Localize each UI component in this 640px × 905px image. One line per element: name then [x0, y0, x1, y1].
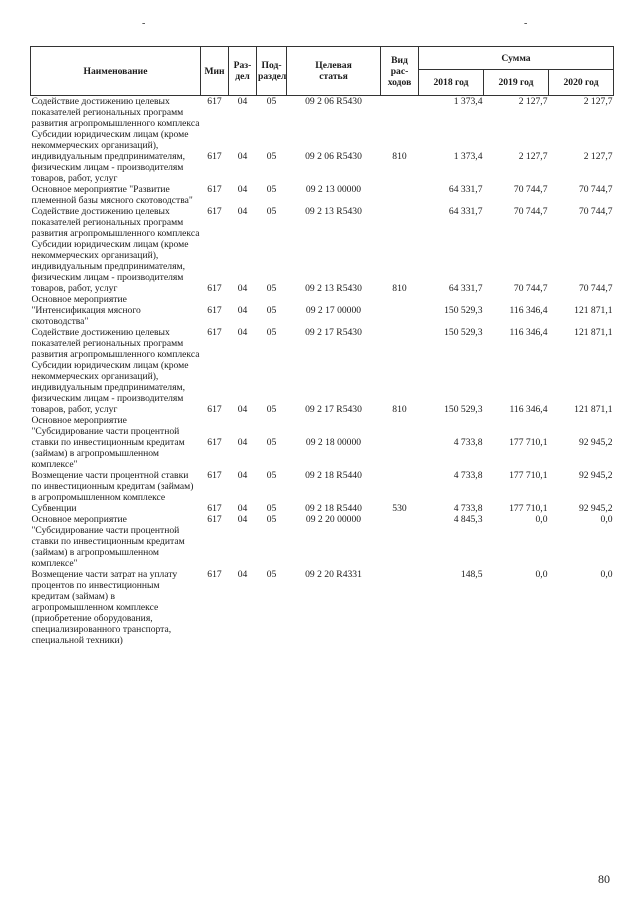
header-summa: Сумма — [419, 47, 614, 70]
row-razdel: 04 — [237, 206, 248, 217]
row-name: Возмещение части затрат на уплату процентов по инвестиционным кредитам (займам) в агропромышленном комплексе (приобретение оборудования, специализированного транспорта, специальной техники) — [31, 569, 178, 646]
row-name: Субсидии юридическим лицам (кроме некоммерческих организаций), индивидуальным предпринимателям, физическим лицам - производителям товаров, работ, услуг — [31, 239, 189, 294]
row-min: 617 — [207, 404, 222, 415]
row-sum-2020: 70 744,7 — [578, 206, 613, 217]
header-vid: Вид рас- ходов — [381, 47, 419, 96]
row-razdel: 04 — [237, 503, 248, 514]
row-razdel: 04 — [237, 305, 248, 316]
row-sum-2020: 70 744,7 — [578, 184, 613, 195]
row-sum-2019: 116 346,4 — [509, 305, 548, 316]
row-sum-2020: 121 871,1 — [574, 327, 613, 338]
row-vid: 810 — [392, 151, 407, 162]
row-name: Основное мероприятие "Субсидирование части процентной ставки по инвестиционным кредитам (займам) в агропромышленном комплексе" — [31, 415, 185, 470]
row-cel: 09 2 20 00000 — [305, 514, 362, 525]
table-body — [31, 96, 614, 647]
row-name: Содействие достижению целевых показателей региональных программ развития агропромышленного комплекса — [31, 206, 200, 239]
row-razdel: 04 — [237, 470, 248, 481]
row-sum-2019: 0,0 — [535, 569, 548, 580]
table-row — [31, 184, 614, 206]
row-vid: 530 — [392, 503, 407, 514]
row-sum-2019: 177 710,1 — [509, 470, 548, 481]
row-cel: 09 2 13 R5430 — [305, 206, 362, 217]
row-podrazdel: 05 — [266, 514, 277, 525]
row-cel: 09 2 17 00000 — [305, 305, 362, 316]
row-cel: 09 2 13 R5430 — [305, 283, 362, 294]
row-sum-2020: 121 871,1 — [574, 404, 613, 415]
header-min: Мин — [201, 47, 229, 96]
row-podrazdel: 05 — [266, 569, 277, 580]
row-sum-2020: 2 127,7 — [583, 96, 613, 107]
row-podrazdel: 05 — [266, 327, 277, 338]
header-2019: 2019 год — [484, 70, 549, 96]
budget-table — [30, 46, 614, 646]
row-podrazdel: 05 — [266, 503, 277, 514]
row-sum-2019: 2 127,7 — [518, 151, 548, 162]
row-sum-2020: 70 744,7 — [578, 283, 613, 294]
header-cel: Целевая статья — [287, 47, 381, 96]
row-sum-2020: 0,0 — [600, 569, 613, 580]
header-2020: 2020 год — [549, 70, 614, 96]
row-podrazdel: 05 — [266, 206, 277, 217]
table-row — [31, 129, 614, 184]
row-cel: 09 2 17 R5430 — [305, 327, 362, 338]
row-podrazdel: 05 — [266, 470, 277, 481]
row-vid — [381, 514, 419, 569]
row-sum-2018: 64 331,7 — [448, 283, 483, 294]
row-name: Основное мероприятие "Интенсификация мясного скотоводства" — [31, 294, 141, 327]
row-min: 617 — [207, 437, 222, 448]
row-vid — [381, 470, 419, 503]
row-name: Основное мероприятие "Субсидирование части процентной ставки по инвестиционным кредитам (займам) в агропромышленном комплексе" — [31, 514, 185, 569]
table-row — [31, 294, 614, 327]
row-cel: 09 2 13 00000 — [305, 184, 362, 195]
row-sum-2020: 92 945,2 — [578, 437, 613, 448]
row-vid — [381, 569, 419, 646]
row-razdel: 04 — [237, 151, 248, 162]
row-min: 617 — [207, 503, 222, 514]
row-podrazdel: 05 — [266, 96, 277, 107]
row-sum-2019: 70 744,7 — [513, 206, 548, 217]
row-sum-2018: 4 733,8 — [453, 470, 483, 481]
row-sum-2018: 4 733,8 — [453, 437, 483, 448]
row-vid — [381, 415, 419, 470]
table-row — [31, 239, 614, 294]
row-name: Возмещение части процентной ставки по инвестиционным кредитам (займам) в агропромышленном комплексе — [31, 470, 194, 503]
row-vid — [381, 294, 419, 327]
table-row — [31, 327, 614, 360]
table-row — [31, 470, 614, 503]
row-cel: 09 2 06 R5430 — [305, 151, 362, 162]
row-sum-2019: 0,0 — [535, 514, 548, 525]
row-cel: 09 2 18 R5440 — [305, 503, 362, 514]
row-sum-2018: 64 331,7 — [448, 184, 483, 195]
page-number: 80 — [598, 872, 610, 886]
row-min: 617 — [207, 514, 222, 525]
row-sum-2018: 64 331,7 — [448, 206, 483, 217]
row-name: Субвенции — [31, 503, 77, 514]
row-min: 617 — [207, 569, 222, 580]
row-podrazdel: 05 — [266, 437, 277, 448]
row-sum-2018: 1 373,4 — [453, 151, 483, 162]
row-sum-2019: 70 744,7 — [513, 184, 548, 195]
row-sum-2018: 4 845,3 — [453, 514, 483, 525]
row-min: 617 — [207, 151, 222, 162]
row-razdel: 04 — [237, 327, 248, 338]
row-razdel: 04 — [237, 96, 248, 107]
header-razdel: Раз- дел — [229, 47, 257, 96]
row-min: 617 — [207, 327, 222, 338]
row-sum-2018: 150 529,3 — [444, 404, 483, 415]
row-sum-2019: 2 127,7 — [518, 96, 548, 107]
row-sum-2019: 177 710,1 — [509, 437, 548, 448]
row-sum-2018: 150 529,3 — [444, 305, 483, 316]
scan-mark-left: - — [142, 18, 146, 29]
header-name: Наименование — [31, 47, 201, 96]
row-razdel: 04 — [237, 184, 248, 195]
row-cel: 09 2 06 R5430 — [305, 96, 362, 107]
row-vid — [381, 96, 419, 130]
row-min: 617 — [207, 206, 222, 217]
row-vid — [381, 184, 419, 206]
row-vid — [381, 327, 419, 360]
row-sum-2018: 150 529,3 — [444, 327, 483, 338]
row-vid: 810 — [392, 404, 407, 415]
table-row — [31, 415, 614, 470]
row-sum-2020: 121 871,1 — [574, 305, 613, 316]
row-sum-2018: 1 373,4 — [453, 96, 483, 107]
row-min: 617 — [207, 305, 222, 316]
header-podrazdel: Под- раздел — [257, 47, 287, 96]
table-row — [31, 360, 614, 415]
row-min: 617 — [207, 470, 222, 481]
row-podrazdel: 05 — [266, 184, 277, 195]
table-row — [31, 569, 614, 646]
row-vid: 810 — [392, 283, 407, 294]
row-name: Основное мероприятие "Развитие племенной базы мясного скотоводства" — [31, 184, 193, 206]
row-razdel: 04 — [237, 437, 248, 448]
row-sum-2019: 116 346,4 — [509, 404, 548, 415]
row-name: Содействие достижению целевых показателей региональных программ развития агропромышленного комплекса — [31, 327, 200, 360]
row-podrazdel: 05 — [266, 151, 277, 162]
scan-mark-right: - — [524, 18, 528, 29]
row-min: 617 — [207, 184, 222, 195]
row-cel: 09 2 18 R5440 — [305, 470, 362, 481]
table-row — [31, 206, 614, 239]
row-sum-2020: 2 127,7 — [583, 151, 613, 162]
row-sum-2019: 70 744,7 — [513, 283, 548, 294]
row-sum-2020: 0,0 — [600, 514, 613, 525]
row-podrazdel: 05 — [266, 305, 277, 316]
row-cel: 09 2 17 R5430 — [305, 404, 362, 415]
table-row — [31, 96, 614, 130]
row-vid — [381, 206, 419, 239]
row-min: 617 — [207, 283, 222, 294]
row-name: Содействие достижению целевых показателей региональных программ развития агропромышленного комплекса — [31, 96, 200, 129]
row-cel: 09 2 20 R4331 — [305, 569, 362, 580]
row-min: 617 — [207, 96, 222, 107]
row-razdel: 04 — [237, 569, 248, 580]
row-sum-2020: 92 945,2 — [578, 503, 613, 514]
row-podrazdel: 05 — [266, 283, 277, 294]
row-sum-2018: 4 733,8 — [453, 503, 483, 514]
row-razdel: 04 — [237, 404, 248, 415]
row-razdel: 04 — [237, 514, 248, 525]
table-header — [31, 47, 614, 96]
row-podrazdel: 05 — [266, 404, 277, 415]
row-sum-2020: 92 945,2 — [578, 470, 613, 481]
row-sum-2018: 148,5 — [460, 569, 483, 580]
header-2018: 2018 год — [419, 70, 484, 96]
table-row — [31, 514, 614, 569]
row-name: Субсидии юридическим лицам (кроме некоммерческих организаций), индивидуальным предпринимателям, физическим лицам - производителям товаров, работ, услуг — [31, 360, 189, 415]
row-sum-2019: 177 710,1 — [509, 503, 548, 514]
row-name: Субсидии юридическим лицам (кроме некоммерческих организаций), индивидуальным предпринимателям, физическим лицам - производителям товаров, работ, услуг — [31, 129, 189, 184]
row-cel: 09 2 18 00000 — [305, 437, 362, 448]
row-razdel: 04 — [237, 283, 248, 294]
row-sum-2019: 116 346,4 — [509, 327, 548, 338]
table-row — [31, 503, 614, 514]
